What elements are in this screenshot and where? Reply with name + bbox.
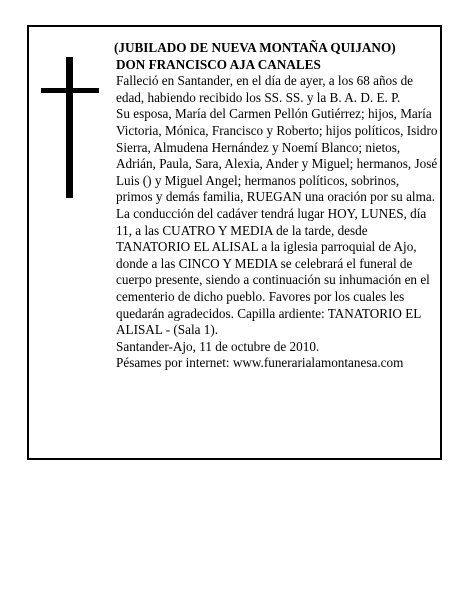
family-and-service-details: Su esposa, María del Carmen Pellón Gutiérrez; hijos, María Victoria, Mónica, Francisco y Roberto; hijos políticos, Isidro Sierra, Almudena Hernández y Noemí Blanco; nietos, Adrián, Paula, Sara, Alexia, Ander y Miguel; hermanos, José Luis () y Miguel Angel; hermanos políticos, sobrinos, primos y demás familia, RUEGAN una oración por su alma. La conducción del cadáver tendrá lugar HOY, LUNES, día 11, a las CUATRO Y MEDIA de la tarde, desde TANATORIO EL ALISAL a la iglesia parroquial de Ajo, donde a las CINCO Y MEDIA se celebrará el funeral de cuerpo presente, siendo a continuación su inhumación en el cementerio de dicho pueblo. Favores por los cuales les quedarán agradecidos. Capilla ardiente: TANATORIO EL ALISAL - (Sala 1). <box>116 106 438 338</box>
obituary-notice <box>27 25 442 460</box>
latin-cross-icon <box>41 57 99 198</box>
notice-heading-deceased-name: DON FRANCISCO AJA CANALES <box>116 56 321 72</box>
cross-horizontal-bar <box>41 88 99 93</box>
death-announcement: Falleció en Santander, en el día de ayer, a los 68 años de edad, habiendo recibido los SS. SS. y la B. A. D. E. P. <box>116 73 414 105</box>
place-and-date: Santander-Ajo, 11 de octubre de 2010. <box>116 338 320 354</box>
notice-heading-retired-from: (JUBILADO DE NUEVA MONTAÑA QUIJANO) <box>114 40 396 55</box>
cross-vertical-bar <box>66 57 73 198</box>
online-condolences: Pésames por internet: www.funerarialamontanesa.com <box>116 355 404 371</box>
notice-text-block <box>116 40 438 372</box>
